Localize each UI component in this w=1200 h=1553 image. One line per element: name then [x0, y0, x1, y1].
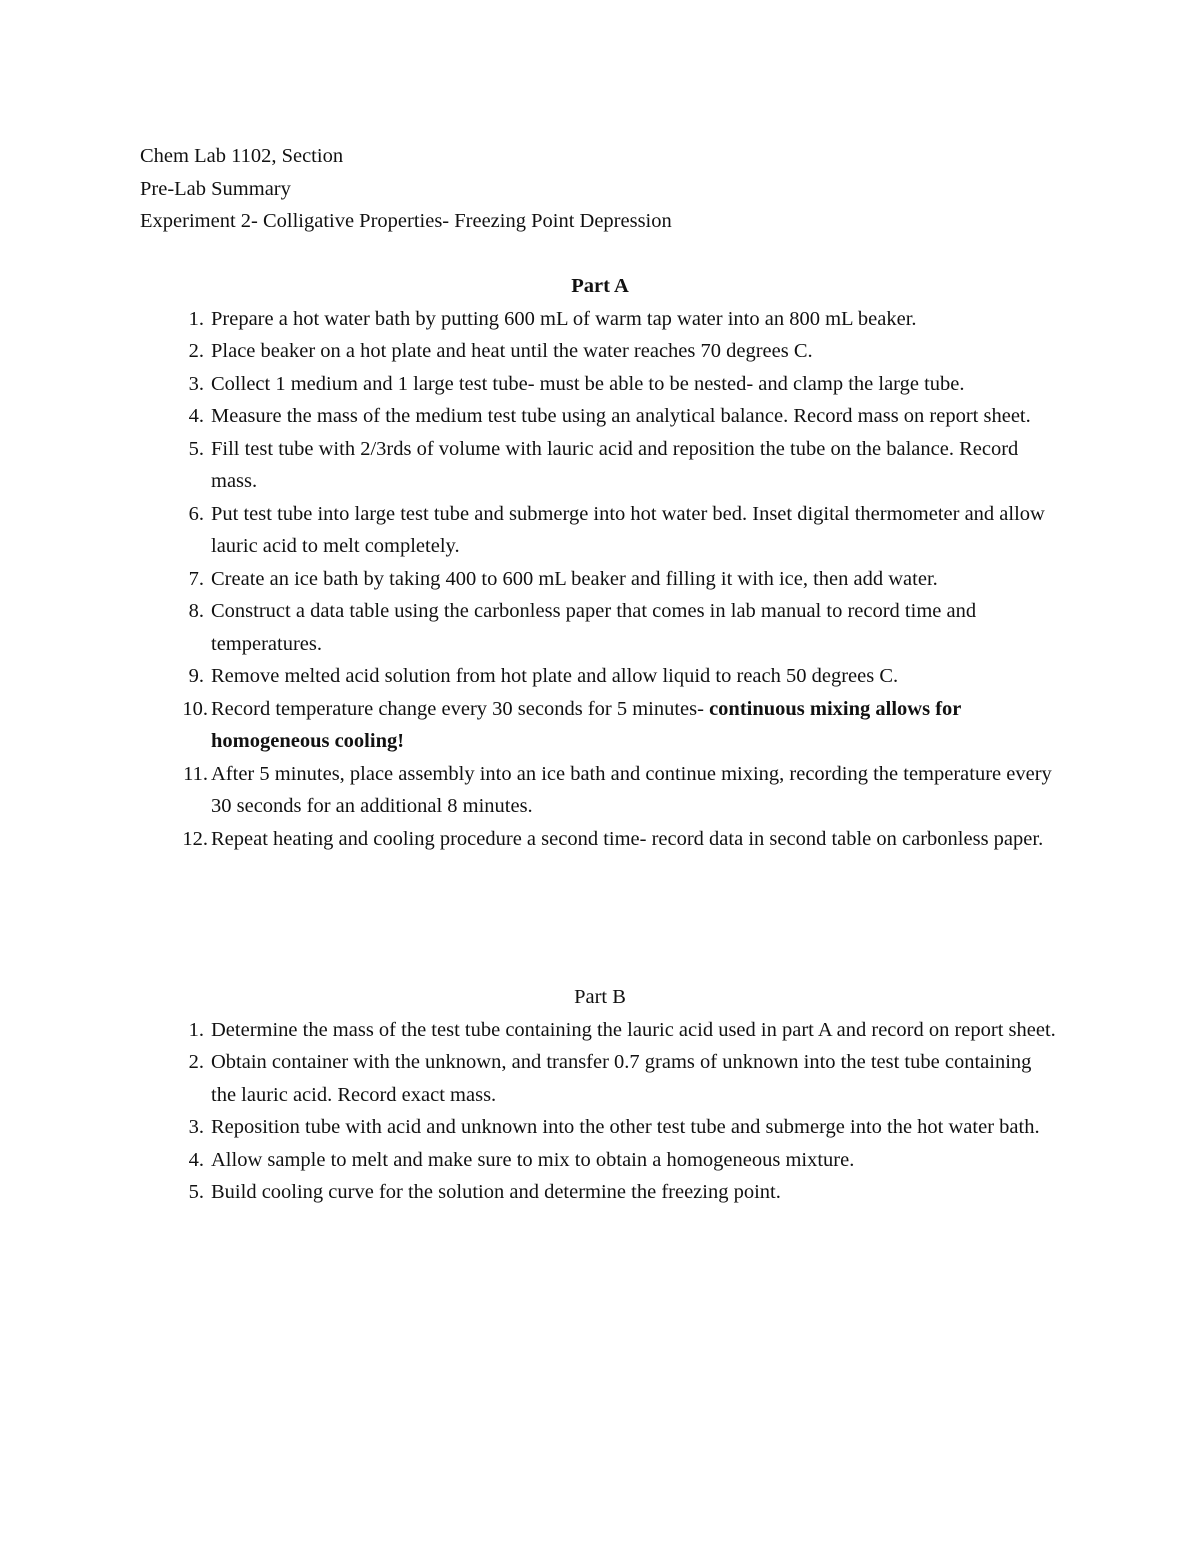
step-item — [140, 1144, 1060, 1177]
step-text: Prepare a hot water bath by putting 600 mL of warm tap water into an 800 mL beaker. — [211, 307, 917, 330]
step-item — [140, 1176, 1060, 1209]
step-text: Measure the mass of the medium test tube using an analytical balance. Record mass on report sheet. — [211, 405, 1031, 427]
step-number: 2. — [188, 1051, 204, 1073]
step-item — [140, 1014, 1060, 1047]
part-a-section — [140, 270, 1060, 855]
step-number: 1. — [188, 1018, 204, 1041]
step-number: 4. — [188, 1148, 204, 1171]
step-number: 7. — [188, 567, 204, 590]
step-item — [140, 433, 1060, 498]
step-item — [140, 1046, 1060, 1111]
document-header — [140, 140, 672, 238]
step-text: Obtain container with the unknown, and transfer 0.7 grams of unknown into the test tube containing the lauric acid. Record exact mass. — [211, 1051, 1032, 1106]
step-item — [140, 758, 1060, 823]
step-text: After 5 minutes, place assembly into an ice bath and continue mixing, recording the temperature every 30 seconds for an additional 8 minutes. — [211, 762, 1052, 817]
step-item — [140, 1111, 1060, 1144]
step-number: 4. — [188, 405, 204, 427]
step-text: Allow sample to melt and make sure to mix to obtain a homogeneous mixture. — [211, 1148, 855, 1171]
step-item — [140, 660, 1060, 693]
summary-line: Pre-Lab Summary — [140, 177, 291, 200]
step-text: Determine the mass of the test tube containing the lauric acid used in part A and record on report sheet. — [211, 1018, 1056, 1041]
step-number: 5. — [188, 437, 204, 460]
step-text: Create an ice bath by taking 400 to 600 mL beaker and filling it with ice, then add water. — [211, 567, 938, 590]
step-number: 9. — [188, 665, 204, 687]
step-text: Record temperature change every 30 seconds for 5 minutes- — [211, 697, 710, 720]
step-number: 11. — [183, 762, 208, 785]
step-number: 5. — [188, 1181, 204, 1203]
part-b-section — [140, 981, 1060, 1209]
step-item — [140, 303, 1060, 336]
step-emphasis: continuous mixing allows for homogeneous cooling! — [211, 697, 962, 752]
step-number: 2. — [188, 340, 204, 362]
step-item — [140, 693, 1060, 758]
step-text: Place beaker on a hot plate and heat until the water reaches 70 degrees C. — [211, 340, 813, 362]
step-number: 8. — [188, 600, 204, 622]
step-text: Collect 1 medium and 1 large test tube- must be able to be nested- and clamp the large tube. — [211, 372, 965, 395]
step-number: 12. — [182, 827, 208, 850]
experiment-title: Experiment 2- Colligative Properties- Freezing Point Depression — [140, 210, 672, 232]
part-b-steps — [140, 1014, 1060, 1209]
step-text: Repeat heating and cooling procedure a second time- record data in second table on carbonless paper. — [211, 827, 1044, 850]
step-text: Remove melted acid solution from hot plate and allow liquid to reach 50 degrees C. — [211, 665, 899, 687]
part-a-heading: Part A — [571, 275, 629, 297]
step-item — [140, 498, 1060, 563]
step-text: Build cooling curve for the solution and determine the freezing point. — [211, 1181, 781, 1203]
step-text: Reposition tube with acid and unknown into the other test tube and submerge into the hot water bath. — [211, 1116, 1040, 1138]
step-number: 3. — [188, 1116, 204, 1138]
step-item — [140, 563, 1060, 596]
step-number: 10. — [182, 697, 208, 720]
step-item — [140, 368, 1060, 401]
course-line: Chem Lab 1102, Section — [140, 145, 344, 167]
step-text: Put test tube into large test tube and submerge into hot water bed. Inset digital thermometer and allow lauric acid to melt completely. — [211, 502, 1045, 557]
step-number: 3. — [188, 372, 204, 395]
step-item — [140, 823, 1060, 856]
step-item — [140, 335, 1060, 368]
step-number: 6. — [188, 502, 204, 525]
step-text: Construct a data table using the carbonless paper that comes in lab manual to record time and temperatures. — [211, 600, 977, 655]
part-a-steps — [140, 303, 1060, 856]
step-text: Fill test tube with 2/3rds of volume with lauric acid and reposition the tube on the balance. Record mass. — [211, 437, 1019, 492]
step-item — [140, 400, 1060, 433]
step-item — [140, 595, 1060, 660]
step-number: 1. — [188, 307, 204, 330]
part-b-heading: Part B — [574, 986, 626, 1008]
